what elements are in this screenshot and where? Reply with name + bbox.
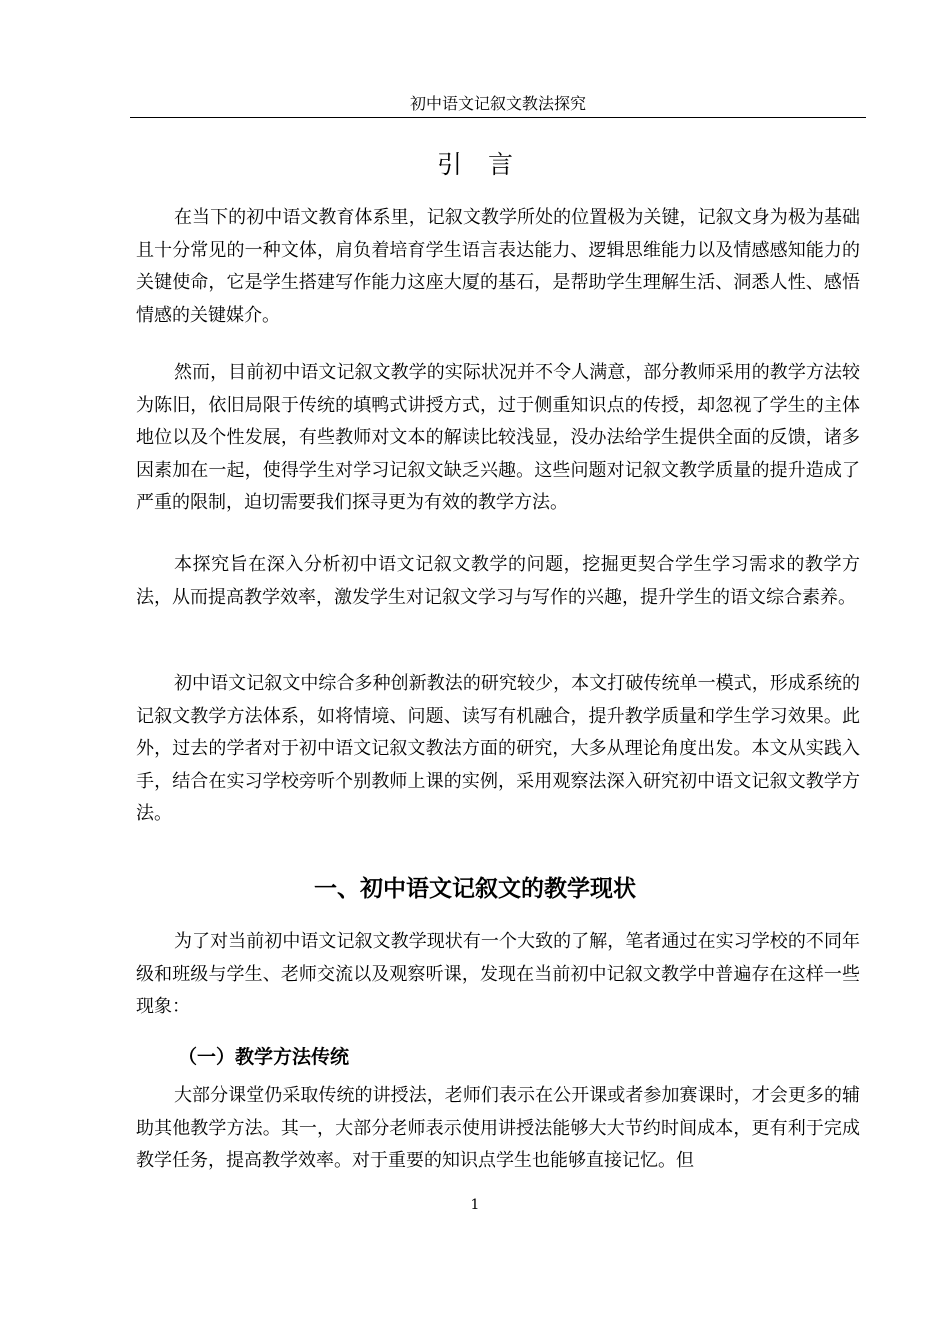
running-header-title: 初中语文记叙文教法探究	[409, 94, 586, 113]
page-number: 1	[470, 1197, 480, 1213]
intro-heading: 引言	[436, 150, 539, 179]
header-rule	[130, 117, 866, 118]
intro-paragraph-2: 然而，目前初中语文记叙文教学的实际状况并不令人满意，部分教师采用的教学方法较为陈旧，依旧局限于传统的填鸭式讲授方式，过于侧重知识点的传授，却忽视了学生的主体地位以及个性发展，有些教师对文本的解读比较浅显，没办法给学生提供全面的反馈，诸多因素加在一起，使得学生对学习记叙文缺乏兴趣。这些问题对记叙文教学质量的提升造成了严重的限制，迫切需要我们探寻更为有效的教学方法。	[136, 362, 860, 513]
subsection-1-paragraph: 大部分课堂仍采取传统的讲授法，老师们表示在公开课或者参加赛课时，才会更多的辅助其他教学方法。其一，大部分老师表示使用讲授法能够大大节约时间成本，更有利于完成教学任务，提高教学效率。对于重要的知识点学生也能够直接记忆。但	[136, 1085, 860, 1171]
intro-paragraph-4: 初中语文记叙文中综合多种创新教法的研究较少，本文打破传统单一模式，形成系统的记叙文教学方法体系，如将情境、问题、读写有机融合，提升教学质量和学生学习效果。此外，过去的学者对于初中语文记叙文教法方面的研究，大多从理论角度出发。本文从实践入手，结合在实习学校旁听个别教师上课的实例，采用观察法深入研究初中语文记叙文教学方法。	[136, 673, 860, 824]
intro-paragraph-3: 本探究旨在深入分析初中语文记叙文教学的问题，挖掘更契合学生学习需求的教学方法，从而提高教学效率，激发学生对记叙文学习与写作的兴趣，提升学生的语文综合素养。	[136, 554, 860, 608]
intro-paragraph-1: 在当下的初中语文教育体系里，记叙文教学所处的位置极为关键，记叙文身为极为基础且十分常见的一种文体，肩负着培育学生语言表达能力、逻辑思维能力以及情感感知能力的关键使命，它是学生搭建写作能力这座大厦的基石，是帮助学生理解生活、洞悉人性、感悟情感的关键媒介。	[136, 207, 860, 326]
section-1-heading: 一、初中语文记叙文的教学现状	[314, 876, 636, 902]
subsection-1-heading: （一）教学方法传统	[178, 1046, 350, 1068]
section-1-intro-paragraph: 为了对当前初中语文记叙文教学现状有一个大致的了解，笔者通过在实习学校的不同年级和班级与学生、老师交流以及观察听课，发现在当前初中记叙文教学中普遍存在这样一些现象：	[136, 931, 860, 1017]
